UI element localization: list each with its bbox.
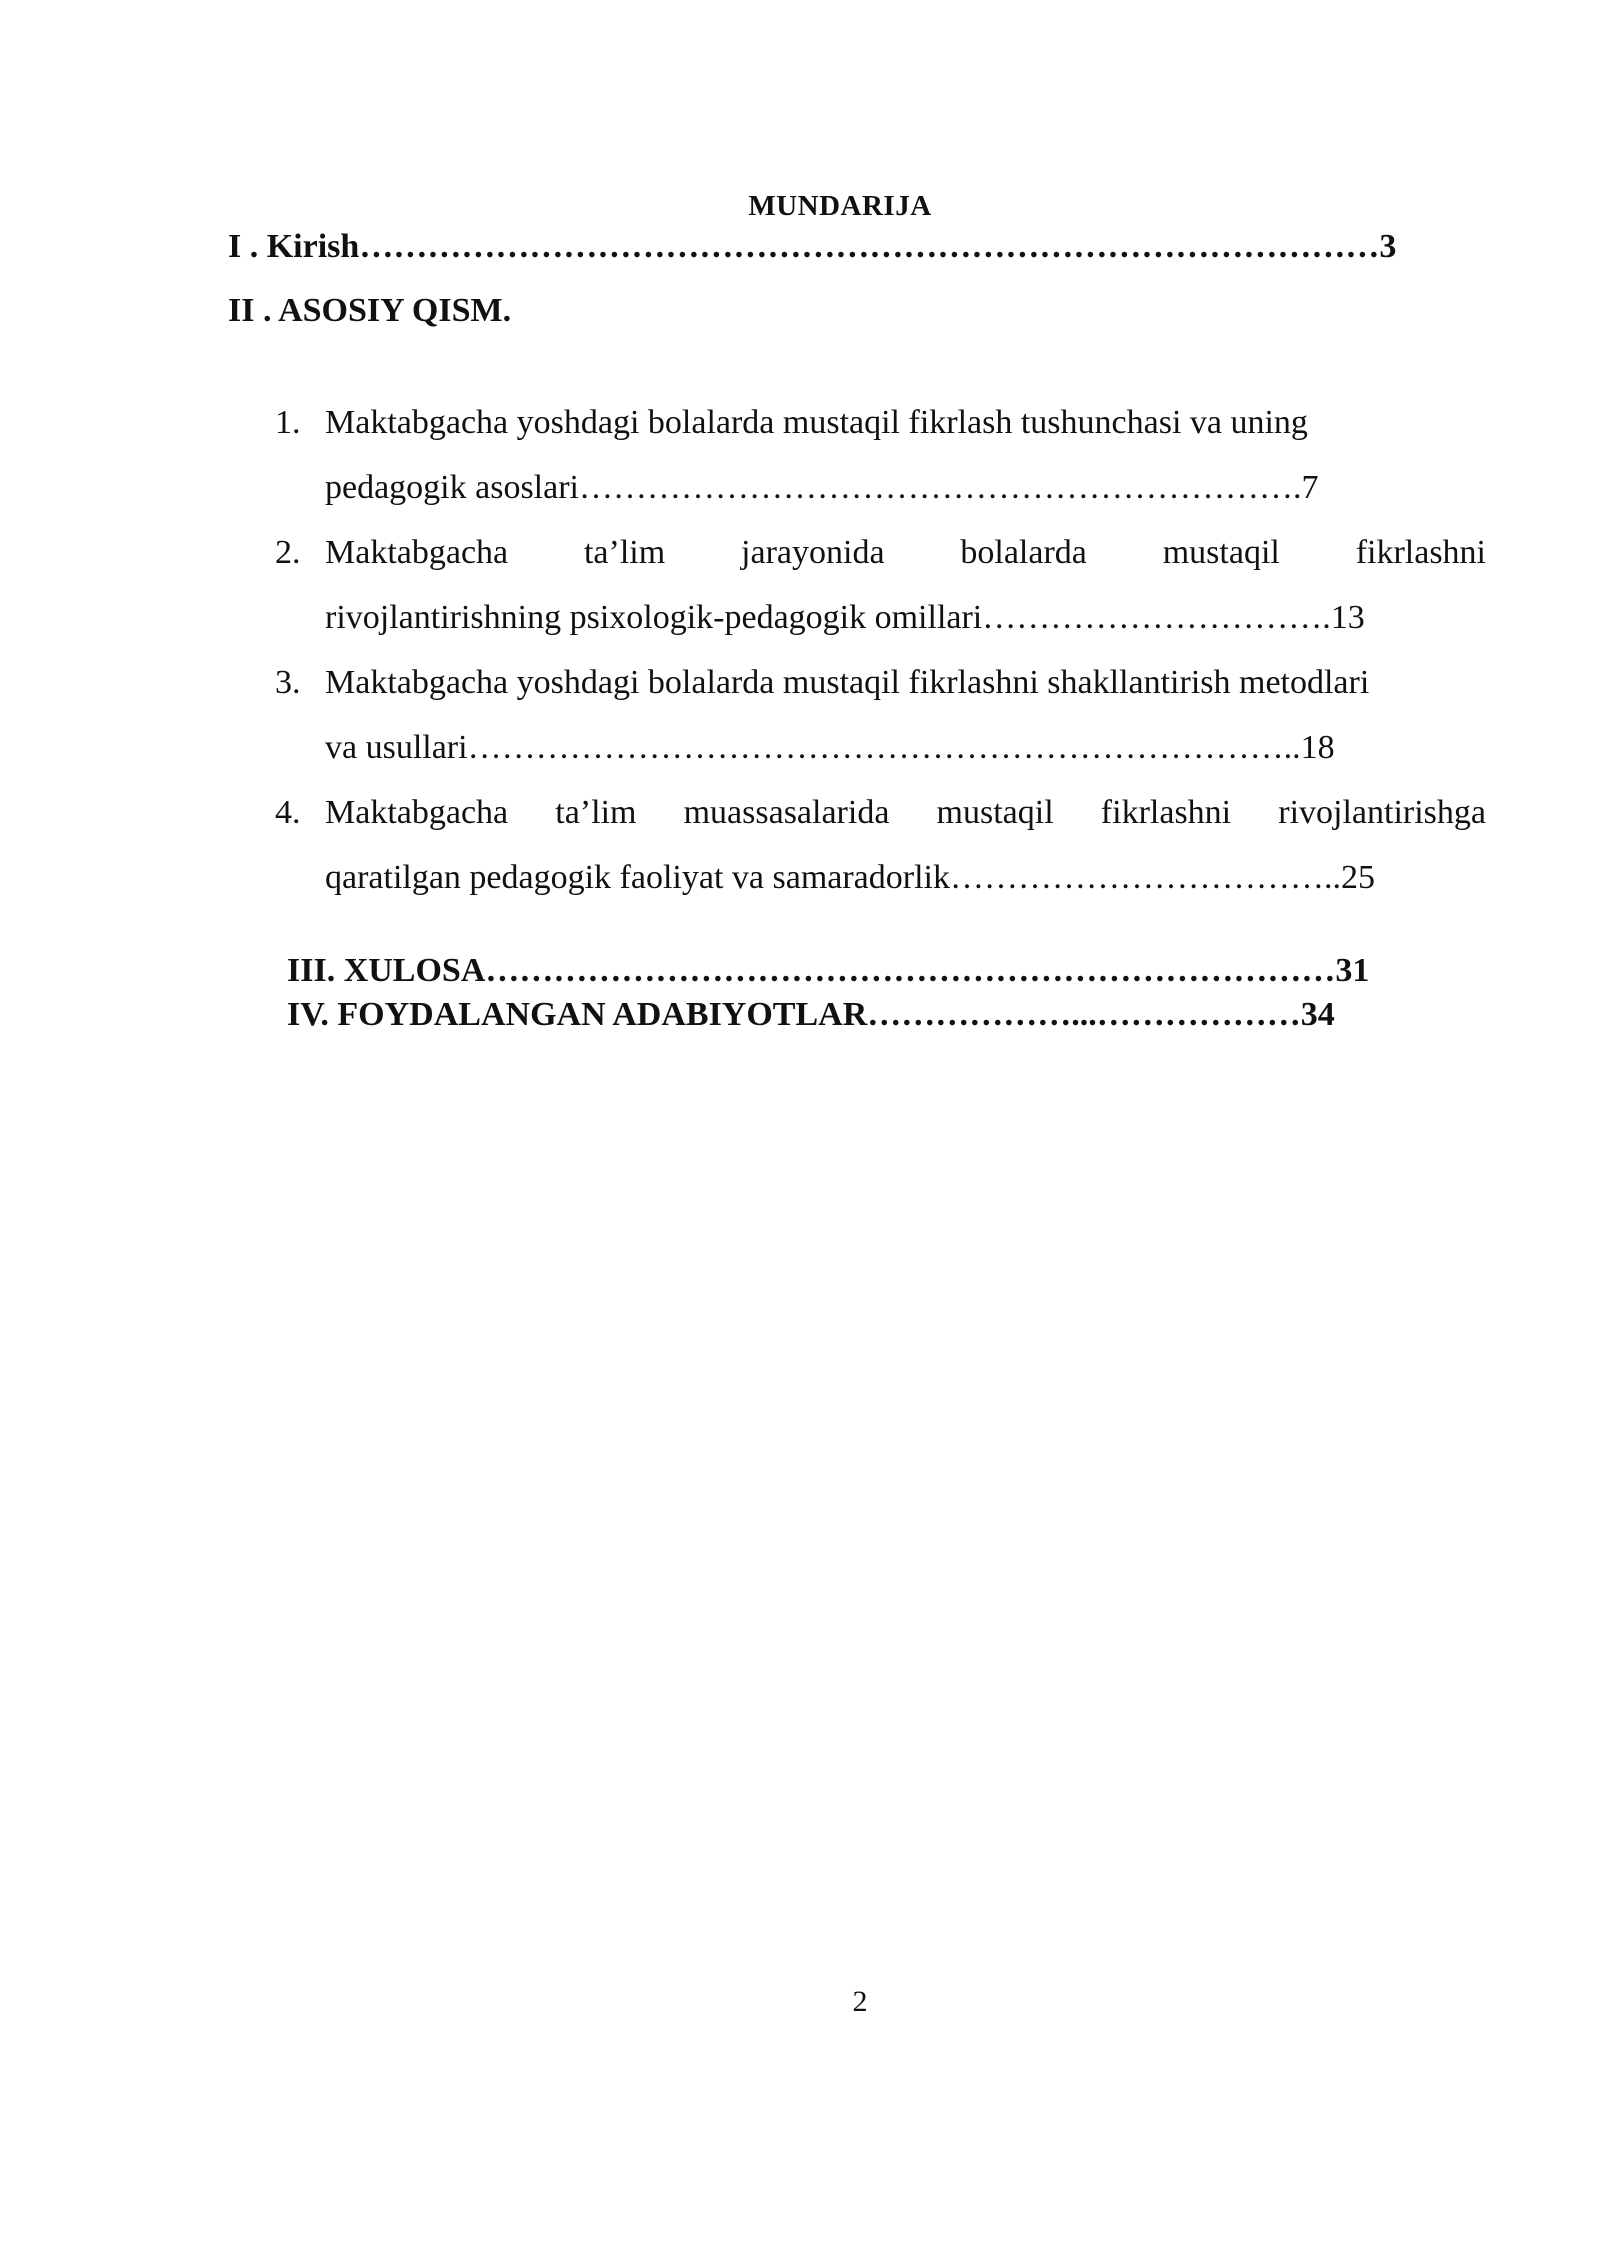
toc-subitem-number: 3.	[275, 664, 301, 701]
toc-subitem-2[interactable]	[275, 520, 1486, 650]
toc-entry-kirish[interactable]	[228, 228, 1486, 266]
toc-subitem-1[interactable]	[275, 390, 1486, 520]
toc-subitem-last-line: pedagogik asoslari……………………………………………………….7	[325, 469, 1319, 506]
toc-subitem-4[interactable]	[275, 780, 1486, 910]
toc-page-number: 34	[1300, 996, 1335, 1033]
toc-leader: …………………………………………………………………	[485, 952, 1336, 989]
toc-entry-label: IV. FOYDALANGAN ADABIYOTLAR	[287, 996, 868, 1033]
toc-entry-asosiy-qism[interactable]	[228, 292, 511, 330]
toc-subitem-text: Maktabgacha ta’lim muassasalarida mustaqil fikrlashni rivojlantirishga	[325, 794, 1486, 831]
toc-page-number: 3	[1379, 228, 1397, 265]
toc-leader: ………………...………………	[867, 996, 1301, 1033]
page-number: 2	[852, 1985, 868, 2018]
toc-leader: ………………………………………………………………………………	[359, 228, 1380, 265]
toc-entry-label: III. XULOSA	[287, 952, 486, 989]
toc-subitem-number: 1.	[275, 404, 301, 441]
toc-entry-adabiyotlar[interactable]	[287, 996, 1485, 1034]
toc-subitem-last-line: qaratilgan pedagogik faoliyat va samaradorlik……………………………..25	[325, 859, 1375, 896]
toc-title: MUNDARIJA	[748, 190, 932, 222]
toc-subitem-text: Maktabgacha yoshdagi bolalarda mustaqil fikrlash tushunchasi va uning	[325, 404, 1308, 441]
toc-subitem-number: 4.	[275, 794, 301, 831]
toc-entry-label: II . ASOSIY QISM.	[228, 292, 512, 329]
toc-subitem-3[interactable]	[275, 650, 1486, 780]
toc-subitem-number: 2.	[275, 534, 301, 571]
toc-entry-label: I . Kirish	[228, 228, 360, 265]
toc-page-number: 31	[1335, 952, 1370, 989]
toc-subitem-last-line: rivojlantirishning psixologik-pedagogik omillari………………………….13	[325, 599, 1365, 636]
toc-subitem-text: Maktabgacha ta’lim jarayonida bolalarda mustaqil fikrlashni	[325, 534, 1486, 571]
toc-subitem-last-line: va usullari………………………………………………………………..18	[325, 729, 1335, 766]
toc-subitems	[275, 390, 1486, 910]
toc-entry-xulosa[interactable]	[287, 952, 1485, 990]
toc-subitem-text: Maktabgacha yoshdagi bolalarda mustaqil fikrlashni shakllantirish metodlari	[325, 664, 1370, 701]
